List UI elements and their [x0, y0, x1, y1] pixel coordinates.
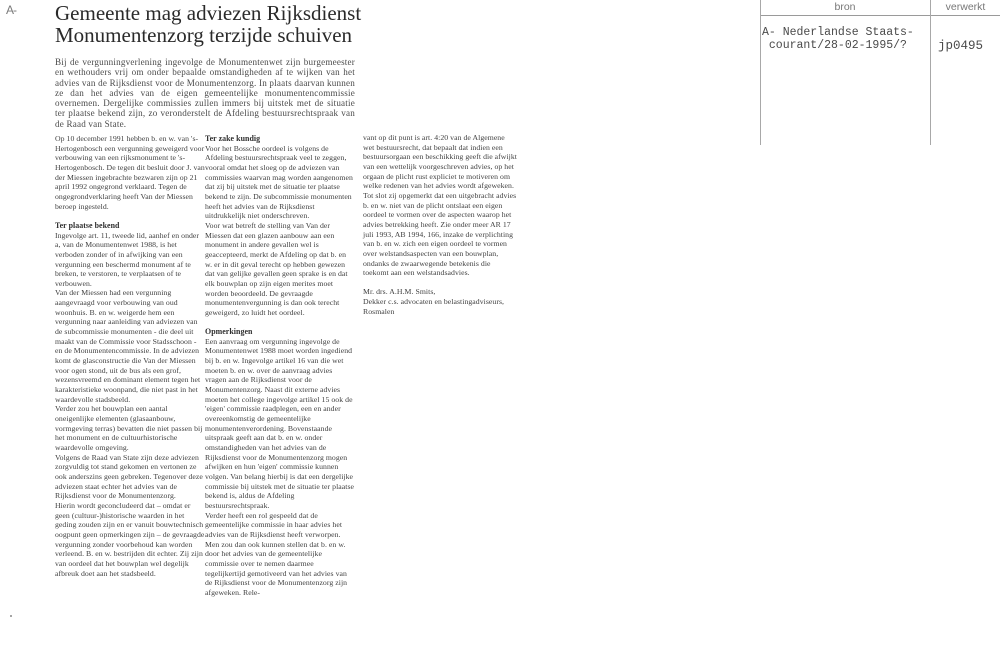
paragraph: Ingevolge art. 11, tweede lid, aanhef en onder a, van de Monumentenwet 1988, is het verboden zonder of in afwijking van een vergunning een beschermd monument af te breken, te verstoren, te verplaatsen of te verbouwen. — [55, 230, 200, 288]
title-line-1: Gemeente mag adviezen Rijksdienst — [55, 1, 362, 25]
bron-value: A- Nederlandse Staats- courant/28-02-1995/? — [762, 26, 914, 52]
article-column-2 — [205, 134, 355, 597]
paragraph: Tot slot zij opgemerkt dat een uitgebracht advies b. en w. niet van de plicht ontslaat een eigen oordeel te vormen over de aspecten waarop het advies betrekking heeft. Zie onder meer AR 17 juli 1993, AB 1994, 166, inzake de verplichting van b. en w. zich een eigen oordeel te vormen over welstandsaspecten van een bouwplan, ondanks de zwaarwegende betekenis die toekomt aan een welstandsadvies. — [363, 190, 517, 278]
article-column-3 — [363, 133, 518, 316]
subheading: Ter plaatse bekend — [55, 220, 120, 230]
subheading: Opmerkingen — [205, 327, 253, 337]
article-lead: Bij de vergunningverlening ingevolge de Monumentenwet zijn burgemeester en wethouders vrij om onder bepaalde omstandigheden af te wijken van het advies van de Rijksdienst voor de Monumentenzorg. In plaats daarvan kunnen ze dan het advies van de eigen gemeentelijke monumentencommissie overnemen. Dergelijke commissies zullen immers bij uitstek met de situatie ter plaatse bekend zijn, zo veronderstelt de Afdeling bestuursrechtspraak van de Raad van State. — [55, 57, 355, 129]
paragraph: Op 10 december 1991 hebben b. en w. van 's-Hertogenbosch een vergunning geweigerd voor verbouwing van een rijksmonument te 's-Hertogenbosch. De tegen dit besluit door J. van der Miessen ingebrachte bezwaren zijn op 21 april 1992 ongegrond verklaard. Tegen de ongegrondverklaring heeft Van der Miessen beroep ingesteld. — [55, 134, 205, 211]
scan-speck — [10, 615, 12, 617]
header-bron: bron — [834, 1, 856, 13]
paragraph: Een aanvraag om vergunning ingevolge de Monumentenwet 1988 moet worden ingediend bij b. en w. Ingevolge artikel 16 van die wet moeten b. en w. over de aanvraag advies vragen aan de Rijksdienst voor de Monumentenzorg. Naast dit externe advies moeten het college ingevolge artikel 15 ook de 'eigen' commissie raadplegen, een en ander overeenkomstig de gemeentelijke monumentenverordening. Bovenstaande uitspraak geeft aan dat b. en w. onder omstandigheden van het advies van de Rijksdienst voor de Monumentenzorg mogen afwijken en hun 'eigen' commissie kunnen volgen. Van belang hierbij is dat een dergelijke commissie bij uitstek met de situatie ter plaatse bekend is, aldus de Afdeling bestuursrechtspraak. — [205, 336, 355, 510]
subheading: Ter zake kundig — [205, 134, 261, 143]
author-affiliation: Dekker c.s. advocaten en belastingadviseurs, Rosmalen — [363, 297, 505, 316]
paragraph: vant op dit punt is art. 4:20 van de Algemene wet bestuursrecht, dat bepaalt dat indien een bestuursorgaan een beschikking geeft die afwijkt van een wettelijk voorgeschreven advies, op het orgaan de plicht rust expliciet te motiveren om welke redenen van het advies wordt afgeweken. — [363, 133, 517, 191]
paragraph: Volgens de Raad van State zijn deze adviezen zorgvuldig tot stand gekomen en vertonen ze ook anderszins geen gebreken. Tegenover deze adviezen staat echter het advies van de Rijksdienst voor de Monumentenzorg. — [55, 452, 203, 501]
paragraph: Verder heeft een rol gespeeld dat de gemeentelijke commissie in haar advies het advies van de Rijksdienst heeft verworpen. Men zou dan ook kunnen stellen dat b. en w. door het advies van de gemeentelijke commissie over te nemen daarmee tegelijkertijd gemotiveerd van het advies van de Rijksdienst voor de Monumentenzorg zijn afgeweken. Rele- — [205, 510, 348, 597]
article-title — [55, 2, 375, 46]
paragraph: Van der Miessen had een vergunning aangevraagd voor verbouwing van oud woonhuis. B. en w. weigerde hem een vergunning naar aanleiding van adviezen van de subcommissie monumenten - die deel uit maakt van de Commissie voor Stadsschoon - en de Monumentencommissie. In de adviezen komt de glasconstructie die Van der Miessen voor ogen stond, uit de bus als een grof, wezensvreemd en dominant element tegen het karakteristieke woonpand, die niet past in het waardevolle stadsbeeld. — [55, 288, 201, 404]
header-verwerkt: verwerkt — [945, 1, 986, 13]
card-left-border — [760, 0, 761, 145]
paragraph: Voor wat betreft de stelling van Van der Miessen dat een glazen aanbouw aan een monument in andere gevallen wel is geaccepteerd, merkt de Afdeling op dat b. en w. er in dit geval terecht op hebben gewezen dat van gelijke gevallen geen sprake is en dat elk bouwplan op zijn eigen merites moet worden beoordeeld. De gevraagde monumentenvergunning is dan ook terecht geweigerd, zo luidt het oordeel. — [205, 220, 348, 317]
article-column-1 — [55, 134, 205, 578]
title-line-2: Monumentenzorg terzijde schuiven — [55, 23, 353, 47]
card-column-divider — [930, 0, 931, 145]
section-marker: A- — [6, 3, 16, 17]
paragraph: Hierin wordt geconcludeerd dat – omdat er geen (cultuur-)historische waarden in het geding zouden zijn en er vanuit bouwtechnisch oogpunt geen opmerkingen zijn – de gevraagde vergunning zonder voorbehoud kan worden verleend. B. en w. bestrijden dit echter. Zij zijn van oordeel dat het bouwplan wel degelijk afbreuk doet aan het stadsbeeld. — [55, 500, 205, 578]
paragraph: Voor het Bossche oordeel is volgens de Afdeling bestuursrechtspraak veel te zeggen, vooral omdat het sloeg op de adviezen van commissies waarvan mag worden aangenomen dat zij bij uitstek met de situatie ter plaatse bekend te zijn. De subcommissie monumenten heeft het advies van de Rijksdienst uitdrukkelijk niet onderschreven. — [205, 143, 353, 221]
verwerkt-value: jp0495 — [938, 39, 984, 53]
card-divider — [760, 15, 1000, 16]
paragraph: Verder zou het bouwplan een aantal oneigenlijke elementen (glasaanbouw, vormgeving terras) bevatten die niet passen bij het monument en de cultuurhistorische waardevolle omgeving. — [55, 404, 203, 452]
author-name: Mr. drs. A.H.M. Smits, — [363, 287, 436, 297]
